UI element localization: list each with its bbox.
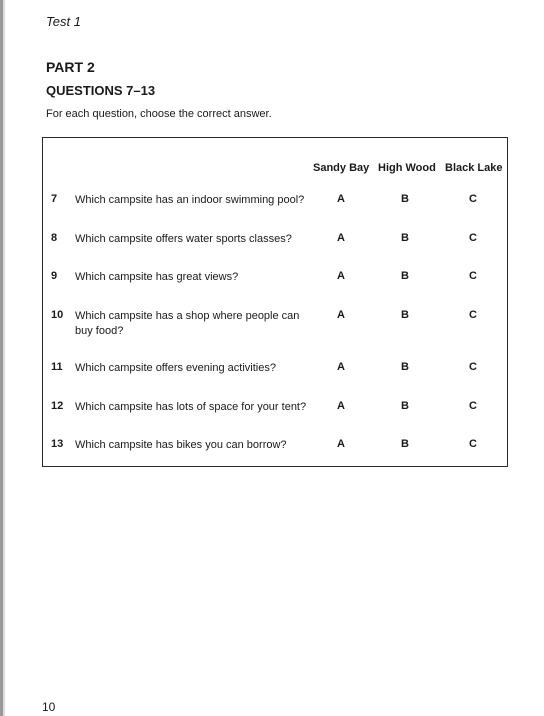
option-a[interactable]: A <box>337 361 345 373</box>
option-c[interactable]: C <box>469 193 477 205</box>
question-number: 11 <box>51 361 63 373</box>
option-c[interactable]: C <box>469 361 477 373</box>
question-text: Which campsite has a shop where people can buy food? <box>75 310 300 337</box>
question-text: Which campsite offers evening activities? <box>75 362 276 374</box>
option-a[interactable]: A <box>337 193 345 205</box>
question-number: 10 <box>51 309 64 321</box>
question-text: Which campsite has lots of space for your tent? <box>75 401 307 413</box>
option-b[interactable]: B <box>401 232 409 244</box>
option-c[interactable]: C <box>469 438 477 450</box>
option-c[interactable]: C <box>469 309 477 321</box>
question-text: Which campsite has bikes you can borrow? <box>75 439 287 451</box>
column-header-sandy-bay: Sandy Bay <box>313 162 370 174</box>
option-b[interactable]: B <box>401 400 409 412</box>
option-c[interactable]: C <box>469 232 477 244</box>
option-a[interactable]: A <box>337 309 345 321</box>
option-b[interactable]: B <box>401 309 409 321</box>
option-a[interactable]: A <box>337 232 345 244</box>
part-title: PART 2 <box>46 59 95 75</box>
option-c[interactable]: C <box>469 270 477 282</box>
column-header-black-lake: Black Lake <box>445 162 503 174</box>
option-a[interactable]: A <box>337 438 345 450</box>
question-text: Which campsite has an indoor swimming pool? <box>75 194 305 206</box>
question-number: 12 <box>51 400 64 412</box>
questions-title: QUESTIONS 7–13 <box>46 83 156 98</box>
option-a[interactable]: A <box>337 270 345 282</box>
option-c[interactable]: C <box>469 400 477 412</box>
column-header-high-wood: High Wood <box>378 162 436 174</box>
question-number: 13 <box>51 438 64 450</box>
question-text: Which campsite has great views? <box>75 271 239 283</box>
option-b[interactable]: B <box>401 438 409 450</box>
page-binding-shadow <box>3 0 5 716</box>
question-number: 9 <box>51 270 58 282</box>
page-number: 10 <box>42 700 56 714</box>
option-b[interactable]: B <box>401 193 409 205</box>
option-b[interactable]: B <box>401 270 409 282</box>
question-table <box>42 137 508 467</box>
instructions: For each question, choose the correct answer. <box>46 108 272 120</box>
running-head: Test 1 <box>46 14 81 29</box>
question-text: Which campsite offers water sports classes? <box>75 233 292 245</box>
option-a[interactable]: A <box>337 400 345 412</box>
question-number: 7 <box>51 193 58 205</box>
option-b[interactable]: B <box>401 361 409 373</box>
question-number: 8 <box>51 232 58 244</box>
